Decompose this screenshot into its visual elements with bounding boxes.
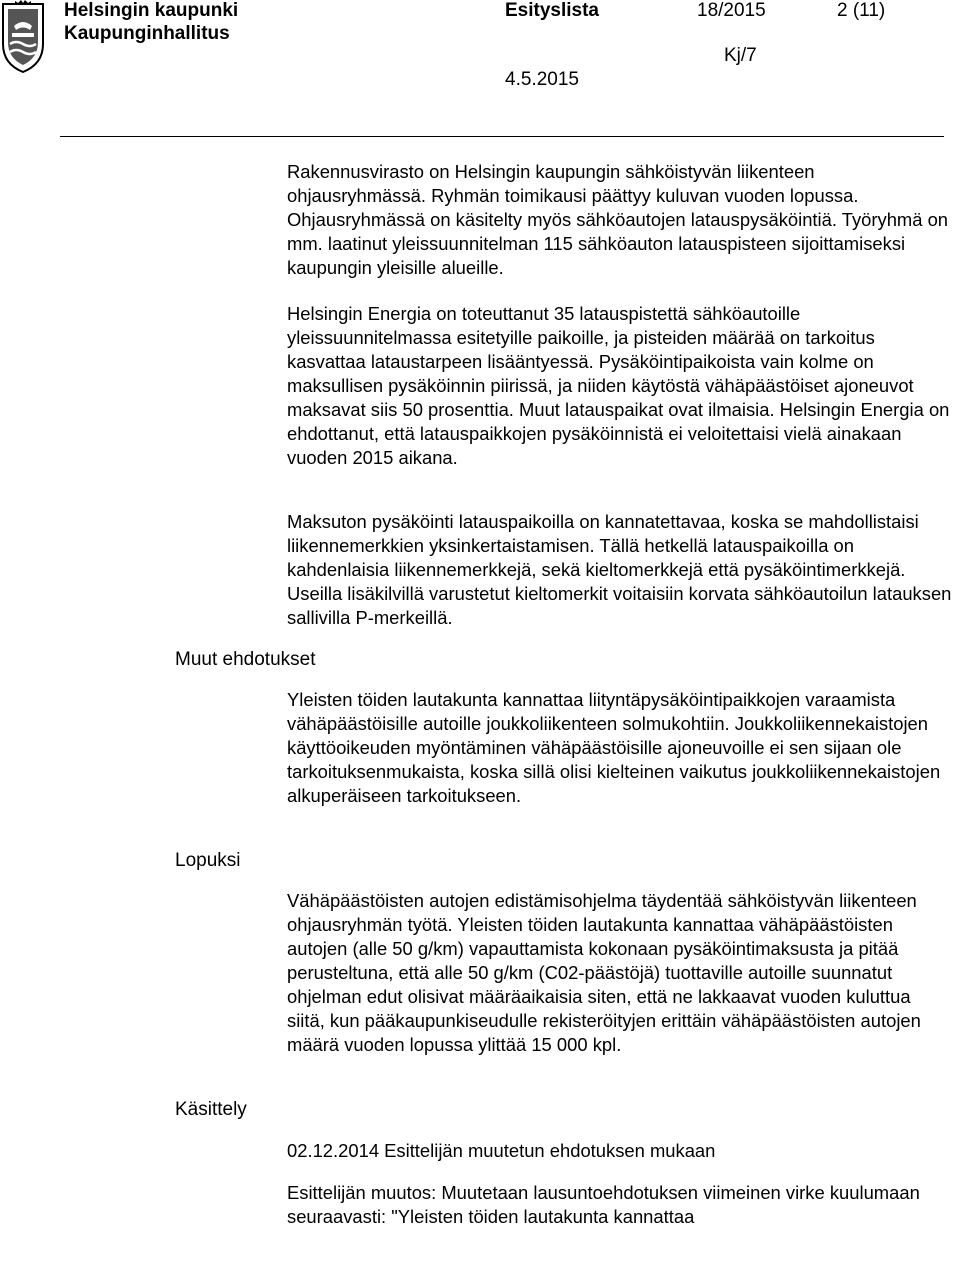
paragraph-esittelijan-muutos: Esittelijän muutos: Muutetaan lausuntoehdotuksen viimeinen virke kuulumaan seuraavasti: "Yleisten töiden lautakunta kannattaa	[287, 1182, 920, 1227]
side-label-muut-ehdotukset: Muut ehdotukset	[175, 649, 316, 670]
paragraph-maksuton-pysakointi: Maksuton pysäköinti latauspaikoilla on kannatettavaa, koska se mahdollistaisi liikennemerkkien yksinkertaistamisen. Tällä hetkellä latauspaikoilla on kahdenlaisia liikennemerkkejä, sekä kieltomerkkejä että pysäköintimerkkejä. Useilla lisäkilvillä varustetut kieltomerkit voitaisiin korvata sähköautoilun latauksen sallivilla P-merkeillä.	[287, 511, 952, 628]
org-name: Helsingin kaupunki	[64, 0, 239, 21]
board-name: Kaupunginhallitus	[64, 23, 230, 44]
header-divider	[60, 136, 944, 137]
document-type: Esityslista	[505, 0, 599, 21]
side-label-kasittely: Käsittely	[175, 1099, 247, 1120]
paragraph-liityntapysakointi: Yleisten töiden lautakunta kannattaa liityntäpysäköintipaikkojen varaamista vähäpäästöisille autoille joukkoliikenteen solmukohtiin. Joukkoliikennekaistojen käyttöoikeuden myöntäminen vähäpäästöisille ajoneuvoille ei sen sijaan ole tarkoituksenmukaista, koska sillä olisi kielteinen vaikutus joukkoliikennekaistojen alkuperäiseen tarkoitukseen.	[287, 689, 941, 806]
document-number: 18/2015	[697, 0, 766, 21]
paragraph-ohjausryhma: Rakennusvirasto on Helsingin kaupungin sähköistyvän liikenteen ohjausryhmässä. Ryhmän toimikausi päättyy kuluvan vuoden lopussa. Ohjausryhmässä on käsitelty myös sähköautojen latauspysäköintiä. Työryhmä on mm. laatinut yleissuunnitelman 115 sähköauton latauspisteen sijoittamiseksi kaupungin yleisille alueille.	[287, 161, 949, 278]
meeting-date: 4.5.2015	[505, 69, 579, 90]
page-number: 2 (11)	[837, 0, 886, 21]
paragraph-helsingin-energia: Helsingin Energia on toteuttanut 35 latauspistettä sähköautoille yleissuunnitelmassa esitetyille paikoille, ja pisteiden määrää on tarkoitus kasvattaa lataustarpeen lisääntyessä. Pysäköintipaikoista vain kolme on maksullisen pysäköinnin piirissä, ja niiden käytöstä vähäpäästöiset ajoneuvot maksavat siis 50 prosenttia. Muut latauspaikat ovat ilmaisia. Helsingin Energia on ehdottanut, että latauspaikkojen pysäköinnistä ei veloitettaisi vielä ainakaan vuoden 2015 aikana.	[287, 303, 950, 468]
paragraph-kasittely-date: 02.12.2014 Esittelijän muutetun ehdotuksen mukaan	[287, 1140, 716, 1161]
helsinki-crest-logo	[0, 0, 46, 74]
paragraph-edistamisohjelma: Vähäpäästöisten autojen edistämisohjelma täydentää sähköistyvän liikenteen ohjausryhmän työtä. Yleisten töiden lautakunta kannattaa vähäpäästöisten autojen (alle 50 g/km) vapauttamista kokonaan pysäköintimaksusta ja pitää perusteltuna, että alle 50 g/km (C02-päästöjä) tuottaville autoille suunnatut ohjelman edut olisivat määräaikaisia siten, että ne lakkaavat vuoden kuluttua siitä, kun pääkaupunkiseudulle rekisteröityjen erittäin vähäpäästöisten autojen määrä vuoden lopussa ylittää 15 000 kpl.	[287, 890, 921, 1055]
side-label-lopuksi: Lopuksi	[175, 850, 241, 871]
agenda-item: Kj/7	[724, 45, 757, 66]
